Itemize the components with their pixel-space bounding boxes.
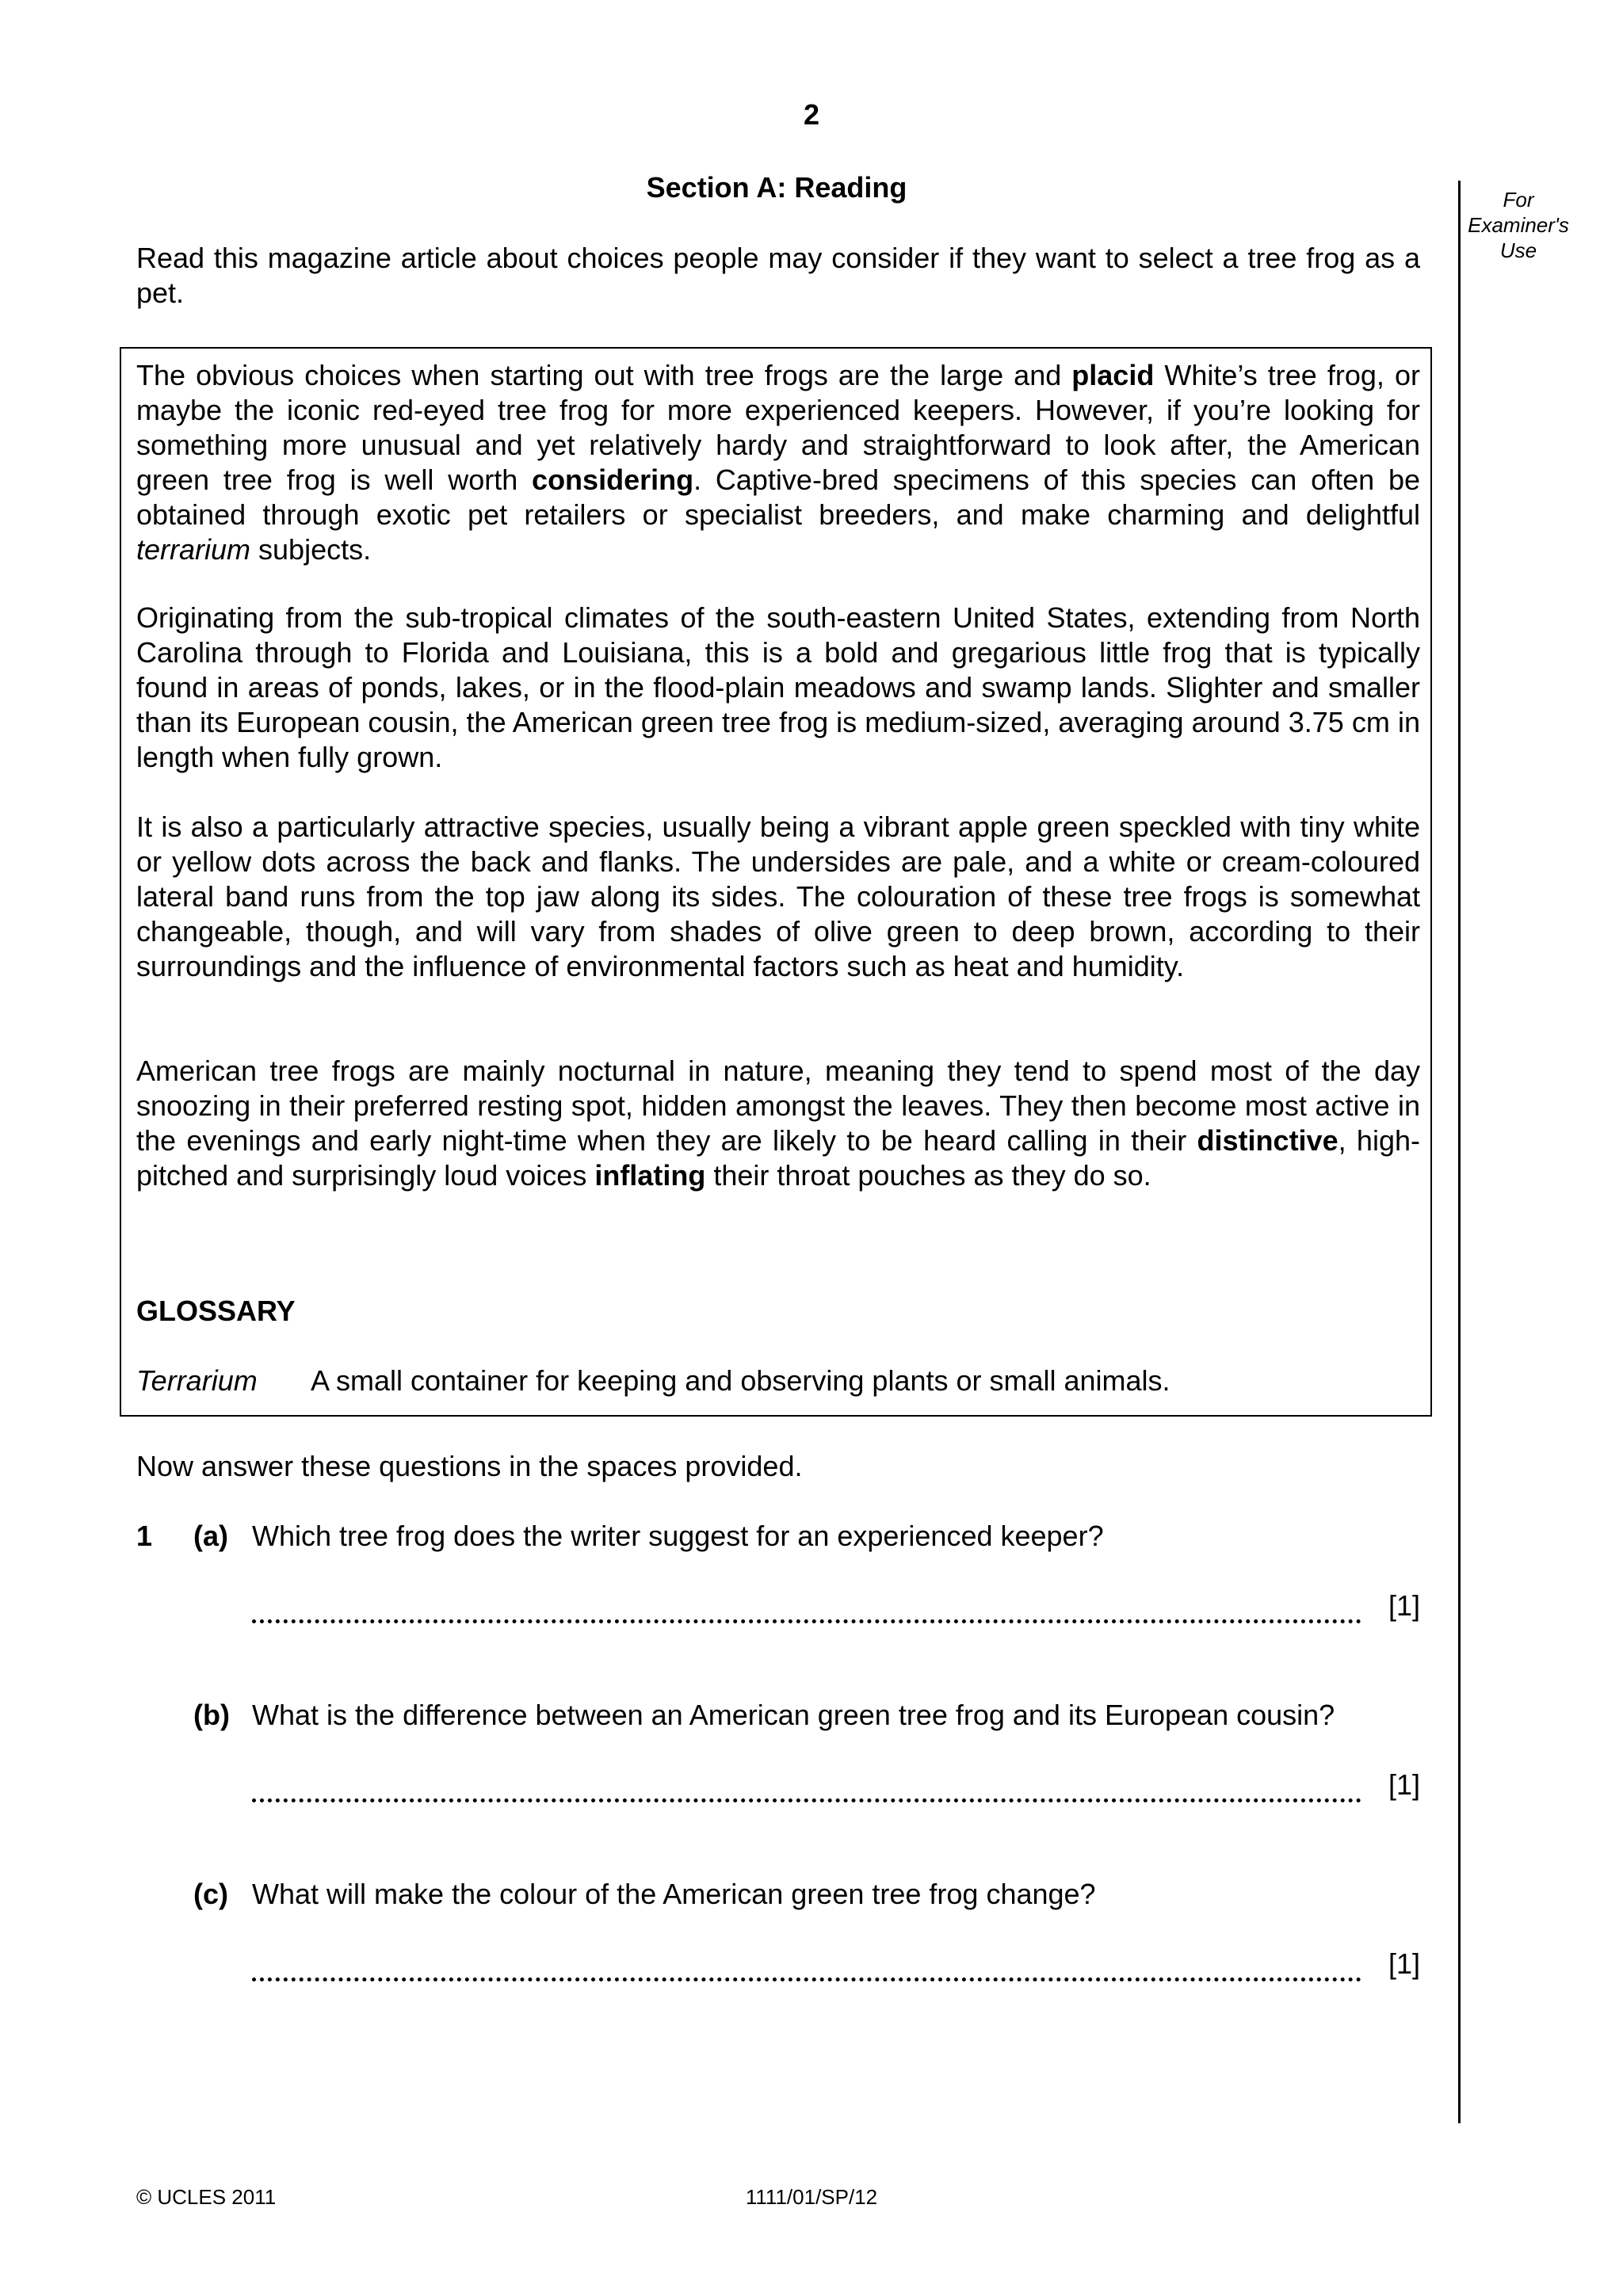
examiner-margin-rule [1458, 181, 1461, 2123]
answer-line-c[interactable] [252, 1978, 1361, 1981]
question-part-a-label: (a) [193, 1520, 228, 1552]
instruction-text: Now answer these questions in the spaces provided. [136, 1450, 803, 1482]
p1-text-e: subjects. [250, 533, 372, 566]
mark-a: [1] [1388, 1589, 1421, 1622]
p4-text-a: American tree frogs are mainly nocturnal in nature, meaning they tend to spend most of the day snoozing in their preferred resting spot, hidden amongst the leaves. They then become most active in the evenings and early night-time when they are likely to be heard calling in their [136, 1055, 1420, 1157]
passage-paragraph-1 [136, 358, 1420, 567]
passage-paragraph-2: Originating from the sub-tropical climates of the south-eastern United States, extending from North Carolina through to Florida and Louisiana, this is a bold and gregarious little frog that is typically found in areas of ponds, lakes, or in the flood-plain meadows and swamp lands. Slighter and smaller than its European cousin, the American green tree frog is medium-sized, averaging around 3.75 cm in length when fully grown. [136, 601, 1420, 773]
question-part-c-label: (c) [193, 1878, 228, 1910]
glossary-term: Terrarium [136, 1364, 258, 1397]
p4-bold-inflating: inflating [594, 1159, 706, 1192]
answer-line-b[interactable] [252, 1798, 1361, 1802]
p1-bold-considering: considering [532, 463, 694, 496]
question-part-a-text: Which tree frog does the writer suggest for an experienced keeper? [252, 1520, 1104, 1552]
examiner-label-line-1: For [1503, 188, 1534, 212]
p4-text-d: their throat pouches as they do so. [705, 1159, 1151, 1192]
examiner-label-line-2: Examiner's [1468, 213, 1569, 237]
passage-paragraph-4 [136, 1054, 1420, 1193]
passage-paragraph-3: It is also a particularly attractive species, usually being a vibrant apple green speckled with tiny white or yellow dots across the back and flanks. The undersides are pale, and a white or cream-coloured lateral band runs from the top jaw along its sides. The colouration of these tree frogs is somewhat changeable, though, and will vary from shades of olive green to deep brown, according to their surroundings and the influence of environmental factors such as heat and humidity. [136, 810, 1420, 982]
p1-bold-placid: placid [1071, 359, 1155, 391]
intro-text: Read this magazine article about choices people may consider if they want to select a tree frog as a pet. [136, 242, 1420, 309]
answer-line-a[interactable] [252, 1619, 1361, 1623]
footer-paper-code: 1111/01/SP/12 [745, 2185, 878, 2209]
p4-bold-distinctive: distinctive [1197, 1124, 1338, 1157]
mark-b: [1] [1388, 1768, 1421, 1801]
mark-c: [1] [1388, 1947, 1421, 1980]
p4-text-c: , high-pitched and surprisingly loud voices [136, 1124, 1420, 1192]
examiner-column-label [1455, 187, 1582, 263]
question-number: 1 [136, 1520, 153, 1552]
p1-text-d: . Captive-bred specimens of this species can often be obtained through exotic pet retailers or specialist breeders, and make charming and delightful [136, 463, 1420, 531]
p1-text-a: The obvious choices when starting out with tree frogs are the large and [136, 359, 1072, 391]
question-part-c-text: What will make the colour of the American green tree frog change? [252, 1878, 1096, 1910]
question-part-b-label: (b) [193, 1699, 230, 1731]
page-number: 2 [803, 98, 820, 131]
glossary-definition: A small container for keeping and observing plants or small animals. [311, 1364, 1170, 1397]
question-part-b-text: What is the difference between an American green tree frog and its European cousin? [252, 1699, 1335, 1731]
p1-italic-terrarium: terrarium [136, 533, 251, 566]
examiner-label-line-3: Use [1499, 238, 1537, 262]
footer-copyright: © UCLES 2011 [136, 2185, 277, 2209]
p1-text-c: White’s tree frog, or maybe the iconic red-eyed tree frog for more experienced keepers. However, if you’re looking for something more unusual and yet relatively hardy and straightforward to look after, the American green tree frog is well worth [136, 359, 1420, 496]
glossary-heading: GLOSSARY [136, 1295, 296, 1327]
section-title: Section A: Reading [646, 171, 907, 204]
